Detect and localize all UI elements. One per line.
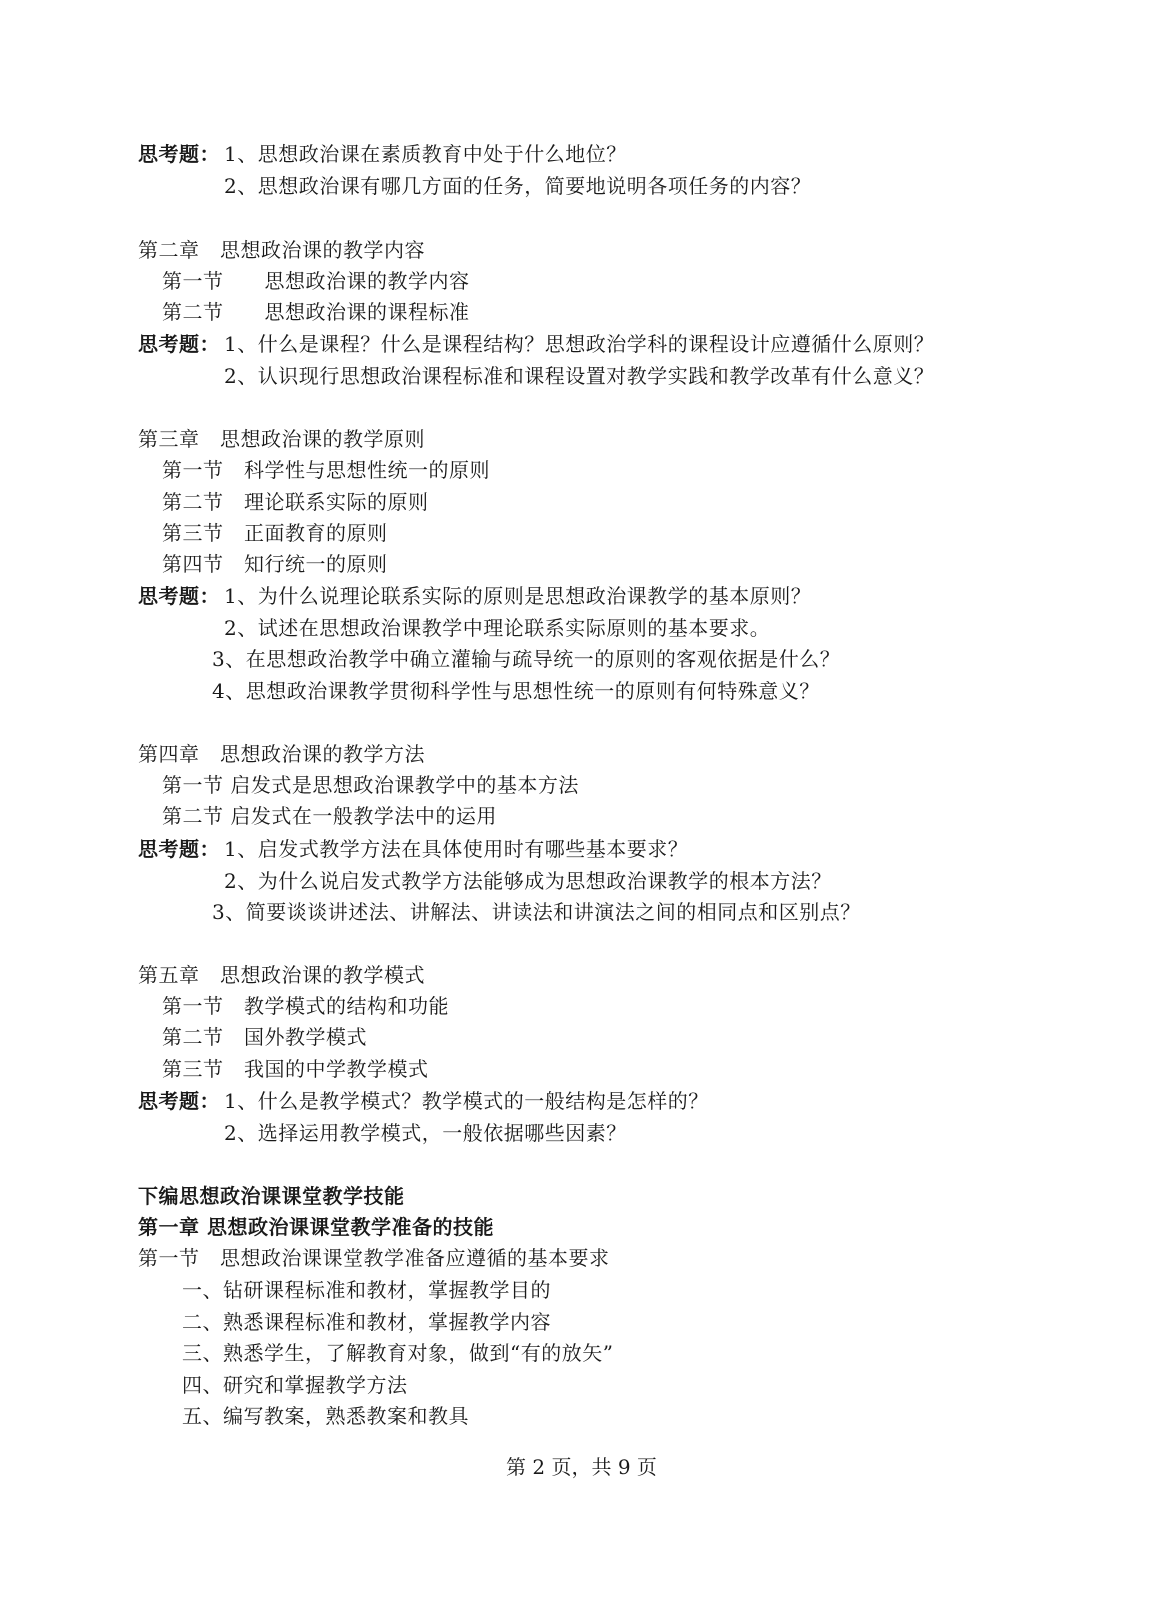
question-label: 思考题： (138, 1089, 220, 1113)
question-text: 2、思想政治课有哪几方面的任务，简要地说明各项任务的内容？ (224, 174, 812, 198)
section-title: 第一节 思想政治课课堂教学准备应遵循的基本要求 (138, 1246, 610, 1270)
page-footer: 第 2 页，共 9 页 (506, 1455, 657, 1479)
section-title: 第二节 思想政治课的课程标准 (162, 300, 470, 324)
list-item: 三、熟悉学生，了解教育对象，做到“有的放矢” (182, 1341, 614, 1365)
question-label: 思考题： (138, 584, 220, 608)
chapter-title: 第五章 思想政治课的教学模式 (138, 963, 425, 987)
part-title: 下编思想政治课课堂教学技能 (138, 1184, 405, 1208)
question-text: 2、认识现行思想政治课程标准和课程设置对教学实践和教学改革有什么意义？ (224, 364, 935, 388)
section-title: 第一节 教学模式的结构和功能 (162, 994, 449, 1018)
question-text: 2、选择运用教学模式，一般依据哪些因素？ (224, 1121, 627, 1145)
question-text: 1、思想政治课在素质教育中处于什么地位？ (224, 142, 627, 166)
question-label: 思考题： (138, 142, 220, 166)
question-text: 2、为什么说启发式教学方法能够成为思想政治课教学的根本方法？ (224, 869, 832, 893)
question-text: 1、什么是课程？什么是课程结构？思想政治学科的课程设计应遵循什么原则？ (224, 332, 935, 356)
chapter-title: 第三章 思想政治课的教学原则 (138, 427, 425, 451)
section-title: 第一节 科学性与思想性统一的原则 (162, 458, 490, 482)
question-text: 1、什么是教学模式？教学模式的一般结构是怎样的？ (224, 1089, 709, 1113)
question-text: 4、思想政治课教学贯彻科学性与思想性统一的原则有何特殊意义？ (212, 679, 820, 703)
question-label: 思考题： (138, 837, 220, 861)
question-text: 3、简要谈谈讲述法、讲解法、讲读法和讲演法之间的相同点和区别点？ (212, 900, 861, 924)
list-item: 四、研究和掌握教学方法 (182, 1373, 408, 1397)
chapter-title: 第二章 思想政治课的教学内容 (138, 238, 425, 262)
list-item: 一、钻研课程标准和教材，掌握教学目的 (182, 1278, 551, 1302)
question-text: 1、为什么说理论联系实际的原则是思想政治课教学的基本原则？ (224, 584, 812, 608)
section-title: 第四节 知行统一的原则 (162, 552, 388, 576)
question-label: 思考题： (138, 332, 220, 356)
chapter-title: 第四章 思想政治课的教学方法 (138, 742, 425, 766)
list-item: 二、熟悉课程标准和教材，掌握教学内容 (182, 1310, 551, 1334)
section-title: 第一节 思想政治课的教学内容 (162, 269, 470, 293)
section-title: 第二节 国外教学模式 (162, 1025, 367, 1049)
question-text: 3、在思想政治教学中确立灌输与疏导统一的原则的客观依据是什么？ (212, 647, 841, 671)
section-title: 第二节 理论联系实际的原则 (162, 490, 429, 514)
question-text: 2、试述在思想政治课教学中理论联系实际原则的基本要求。 (224, 616, 771, 640)
section-title: 第二节 启发式在一般教学法中的运用 (162, 804, 497, 828)
question-text: 1、启发式教学方法在具体使用时有哪些基本要求？ (224, 837, 689, 861)
section-title: 第三节 正面教育的原则 (162, 521, 388, 545)
section-title: 第三节 我国的中学教学模式 (162, 1057, 429, 1081)
section-title: 第一节 启发式是思想政治课教学中的基本方法 (162, 773, 579, 797)
list-item: 五、编写教案，熟悉教案和教具 (182, 1404, 469, 1428)
chapter-title: 第一章 思想政治课课堂教学准备的技能 (138, 1215, 494, 1239)
